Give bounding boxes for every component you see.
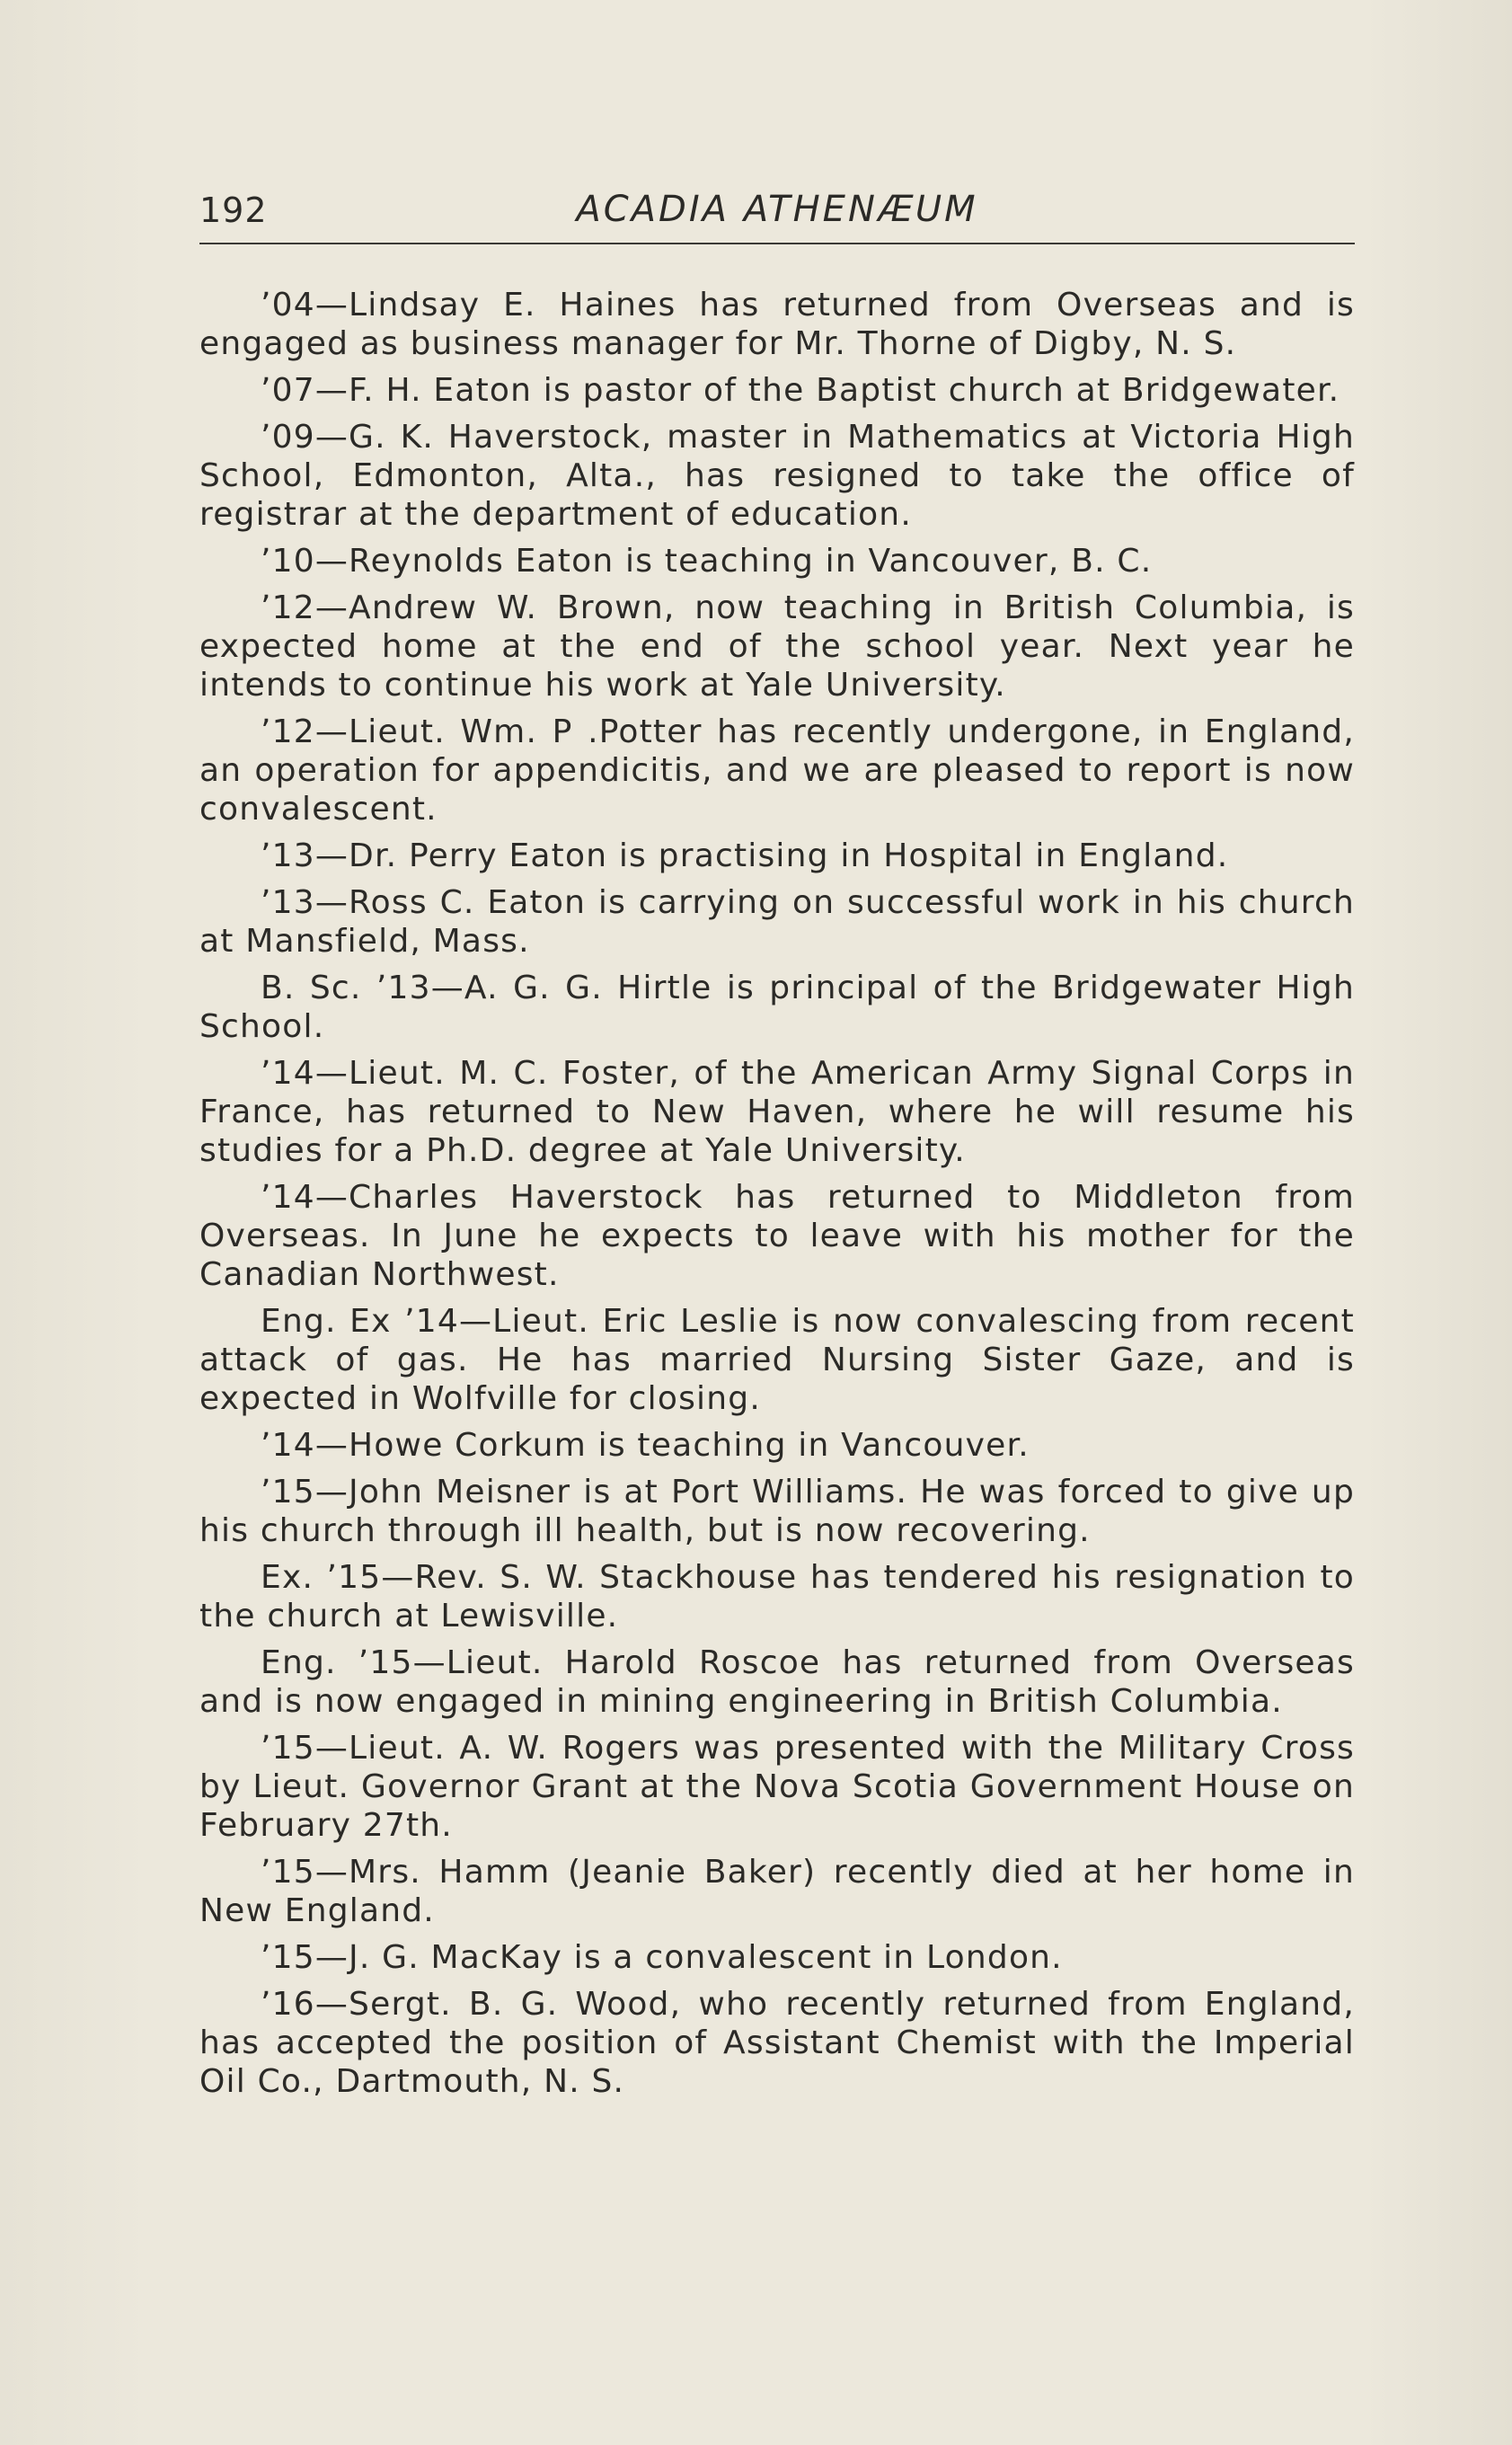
page-header [199, 187, 1355, 244]
alumni-note: ’13—Ross C. Eaton is carrying on successful work in his church at Mansfield, Mass. [199, 884, 1355, 960]
alumni-note: ’12—Andrew W. Brown, now teaching in British Columbia, is expected home at the end of the school year. Next year he intends to continue his work at Yale University. [199, 589, 1355, 704]
alumni-note: Eng. Ex ’14—Lieut. Eric Leslie is now convalescing from recent attack of gas. He has married Nursing Sister Gaze, and is expected in Wolfville for closing. [199, 1303, 1355, 1417]
alumni-note: ’07—F. H. Eaton is pastor of the Baptist church at Bridgewater. [261, 372, 1340, 409]
alumni-note: ’15—John Meisner is at Port Williams. He was forced to give up his church through ill health, but is now recovering. [199, 1474, 1355, 1549]
alumni-note: ’15—Mrs. Hamm (Jeanie Baker) recently died at her home in New England. [199, 1854, 1355, 1929]
alumni-note: ’14—Howe Corkum is teaching in Vancouver. [261, 1427, 1030, 1464]
running-title: ACADIA ATHENÆUM [576, 189, 978, 230]
alumni-note: Ex. ’15—Rev. S. W. Stackhouse has tendered his resignation to the church at Lewisville. [199, 1559, 1355, 1634]
alumni-note: ’10—Reynolds Eaton is teaching in Vancouver, B. C. [261, 543, 1153, 580]
page-number: 192 [199, 190, 268, 230]
alumni-note: B. Sc. ’13—A. G. G. Hirtle is principal of the Bridgewater High School. [199, 970, 1355, 1045]
alumni-note: Eng. ’15—Lieut. Harold Roscoe has returned from Overseas and is now engaged in mining engineering in British Columbia. [199, 1644, 1355, 1720]
alumni-note: ’16—Sergt. B. G. Wood, who recently returned from England, has accepted the position of Assistant Chemist with the Imperial Oil Co., Dartmouth, N. S. [199, 1986, 1355, 2100]
alumni-note: ’14—Charles Haverstock has returned to Middleton from Overseas. In June he expects to leave with his mother for the Canadian Northwest. [199, 1179, 1355, 1293]
alumni-note: ’14—Lieut. M. C. Foster, of the American Army Signal Corps in France, has returned to New Haven, where he will resume his studies for a Ph.D. degree at Yale University. [199, 1055, 1355, 1169]
alumni-note: ’15—Lieut. A. W. Rogers was presented with the Military Cross by Lieut. Governor Grant at the Nova Scotia Government House on February 27th. [199, 1730, 1355, 1844]
alumni-note: ’13—Dr. Perry Eaton is practising in Hospital in England. [261, 837, 1229, 874]
alumni-note: ’09—G. K. Haverstock, master in Mathematics at Victoria High School, Edmonton, Alta., has resigned to take the office of registrar at the department of education. [199, 419, 1355, 533]
alumni-note: ’15—J. G. MacKay is a convalescent in London. [261, 1939, 1063, 1976]
alumni-notes [199, 286, 1355, 2109]
alumni-note: ’12—Lieut. Wm. P .Potter has recently undergone, in England, an operation for appendicitis, and we are pleased to report is now convalescent. [199, 713, 1355, 828]
alumni-note: ’04—Lindsay E. Haines has returned from Overseas and is engaged as business manager for Mr. Thorne of Digby, N. S. [199, 287, 1355, 362]
